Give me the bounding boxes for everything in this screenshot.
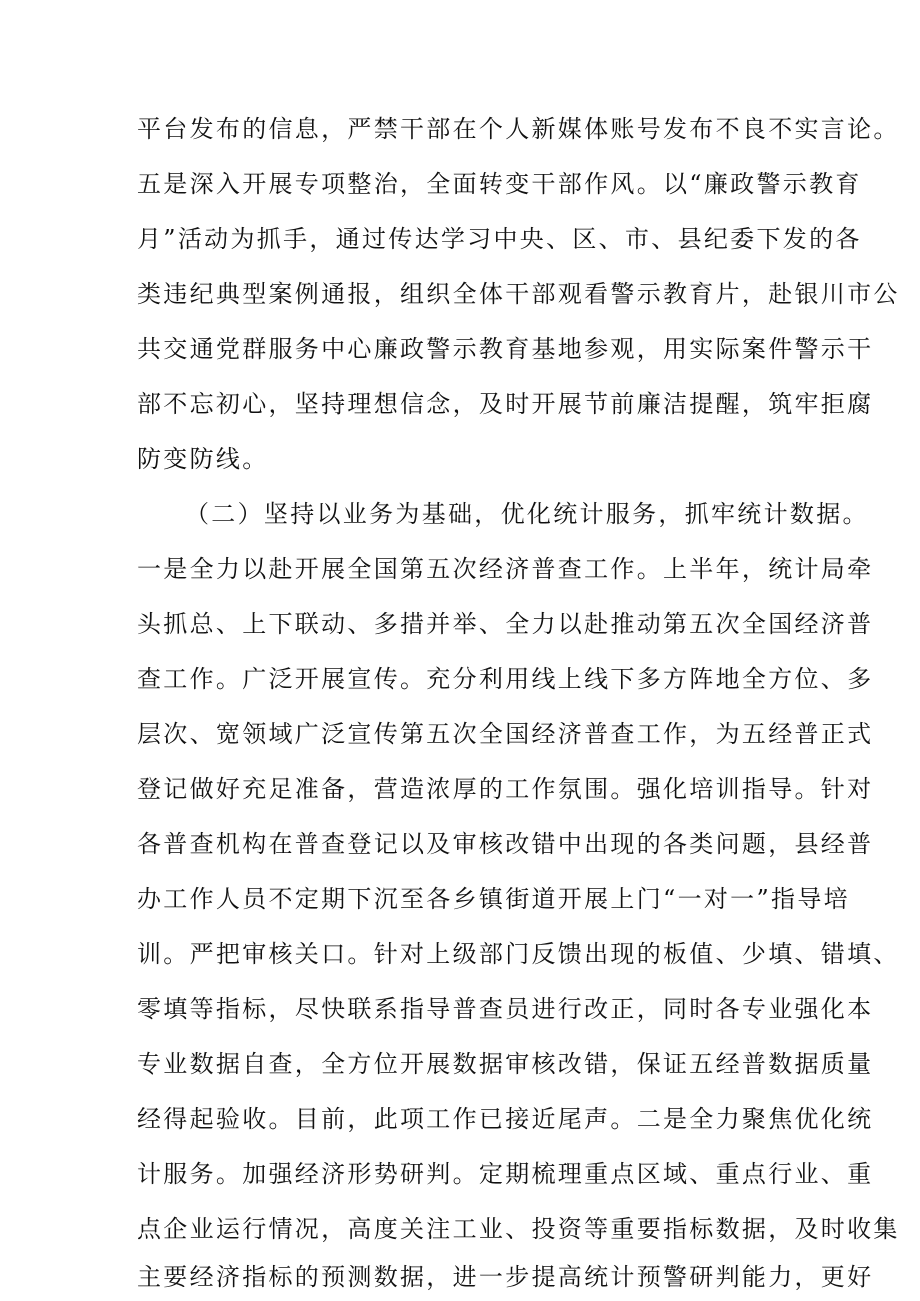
paragraph-2-line-15: 主要经济指标的预测数据，进一步提高统计预警研判能力，更好 [137,1263,874,1291]
paragraph-2-line-8: 办工作人员不定期下沉至各乡镇街道开展上门“一对一”指导培 [137,885,850,913]
paragraph-2-heading: （二）坚持以业务为基础，优化统计服务，抓牢统计数据。 [185,500,869,528]
paragraph-1-line-7: 防变防线。 [137,445,269,473]
paragraph-2-line-3: 头抓总、上下联动、多措并举、全力以赴推动第五次全国经济普 [137,610,874,638]
paragraph-2-line-2: 一是全力以赴开展全国第五次经济普查工作。上半年，统计局牵 [137,555,874,583]
paragraph-1-line-6: 部不忘初心，坚持理想信念，及时开展节前廉洁提醒，筑牢拒腐 [137,390,874,418]
paragraph-2-line-5: 层次、宽领域广泛宣传第五次全国经济普查工作，为五经普正式 [137,720,874,748]
paragraph-2-line-6: 登记做好充足准备，营造浓厚的工作氛围。强化培训指导。针对 [137,775,874,803]
paragraph-2-line-13: 计服务。加强经济形势研判。定期梳理重点区域、重点行业、重 [137,1160,874,1188]
paragraph-2-line-10: 零填等指标，尽快联系指导普查员进行改正，同时各专业强化本 [137,995,874,1023]
paragraph-1-line-5: 共交通党群服务中心廉政警示教育基地参观，用实际案件警示干 [137,335,874,363]
paragraph-2-line-4: 查工作。广泛开展宣传。充分利用线上线下多方阵地全方位、多 [137,665,874,693]
paragraph-1-line-3: 月”活动为抓手，通过传达学习中央、区、市、县纪委下发的各 [137,225,862,253]
paragraph-2-line-11: 专业数据自查，全方位开展数据审核改错，保证五经普数据质量 [137,1050,874,1078]
paragraph-2-line-12: 经得起验收。目前，此项工作已接近尾声。二是全力聚焦优化统 [137,1105,874,1133]
paragraph-1-line-2: 五是深入开展专项整治，全面转变干部作风。以“廉政警示教育 [137,170,862,198]
paragraph-2-line-7: 各普查机构在普查登记以及审核改错中出现的各类问题，县经普 [137,830,874,858]
paragraph-2-line-9: 训。严把审核关口。针对上级部门反馈出现的板值、少填、错填、 [137,940,900,968]
paragraph-2-line-14: 点企业运行情况，高度关注工业、投资等重要指标数据，及时收集 [137,1215,900,1243]
paragraph-1-line-4: 类违纪典型案例通报，组织全体干部观看警示教育片，赴银川市公 [137,280,900,308]
paragraph-1-line-1: 平台发布的信息，严禁干部在个人新媒体账号发布不良不实言论。 [137,115,900,143]
